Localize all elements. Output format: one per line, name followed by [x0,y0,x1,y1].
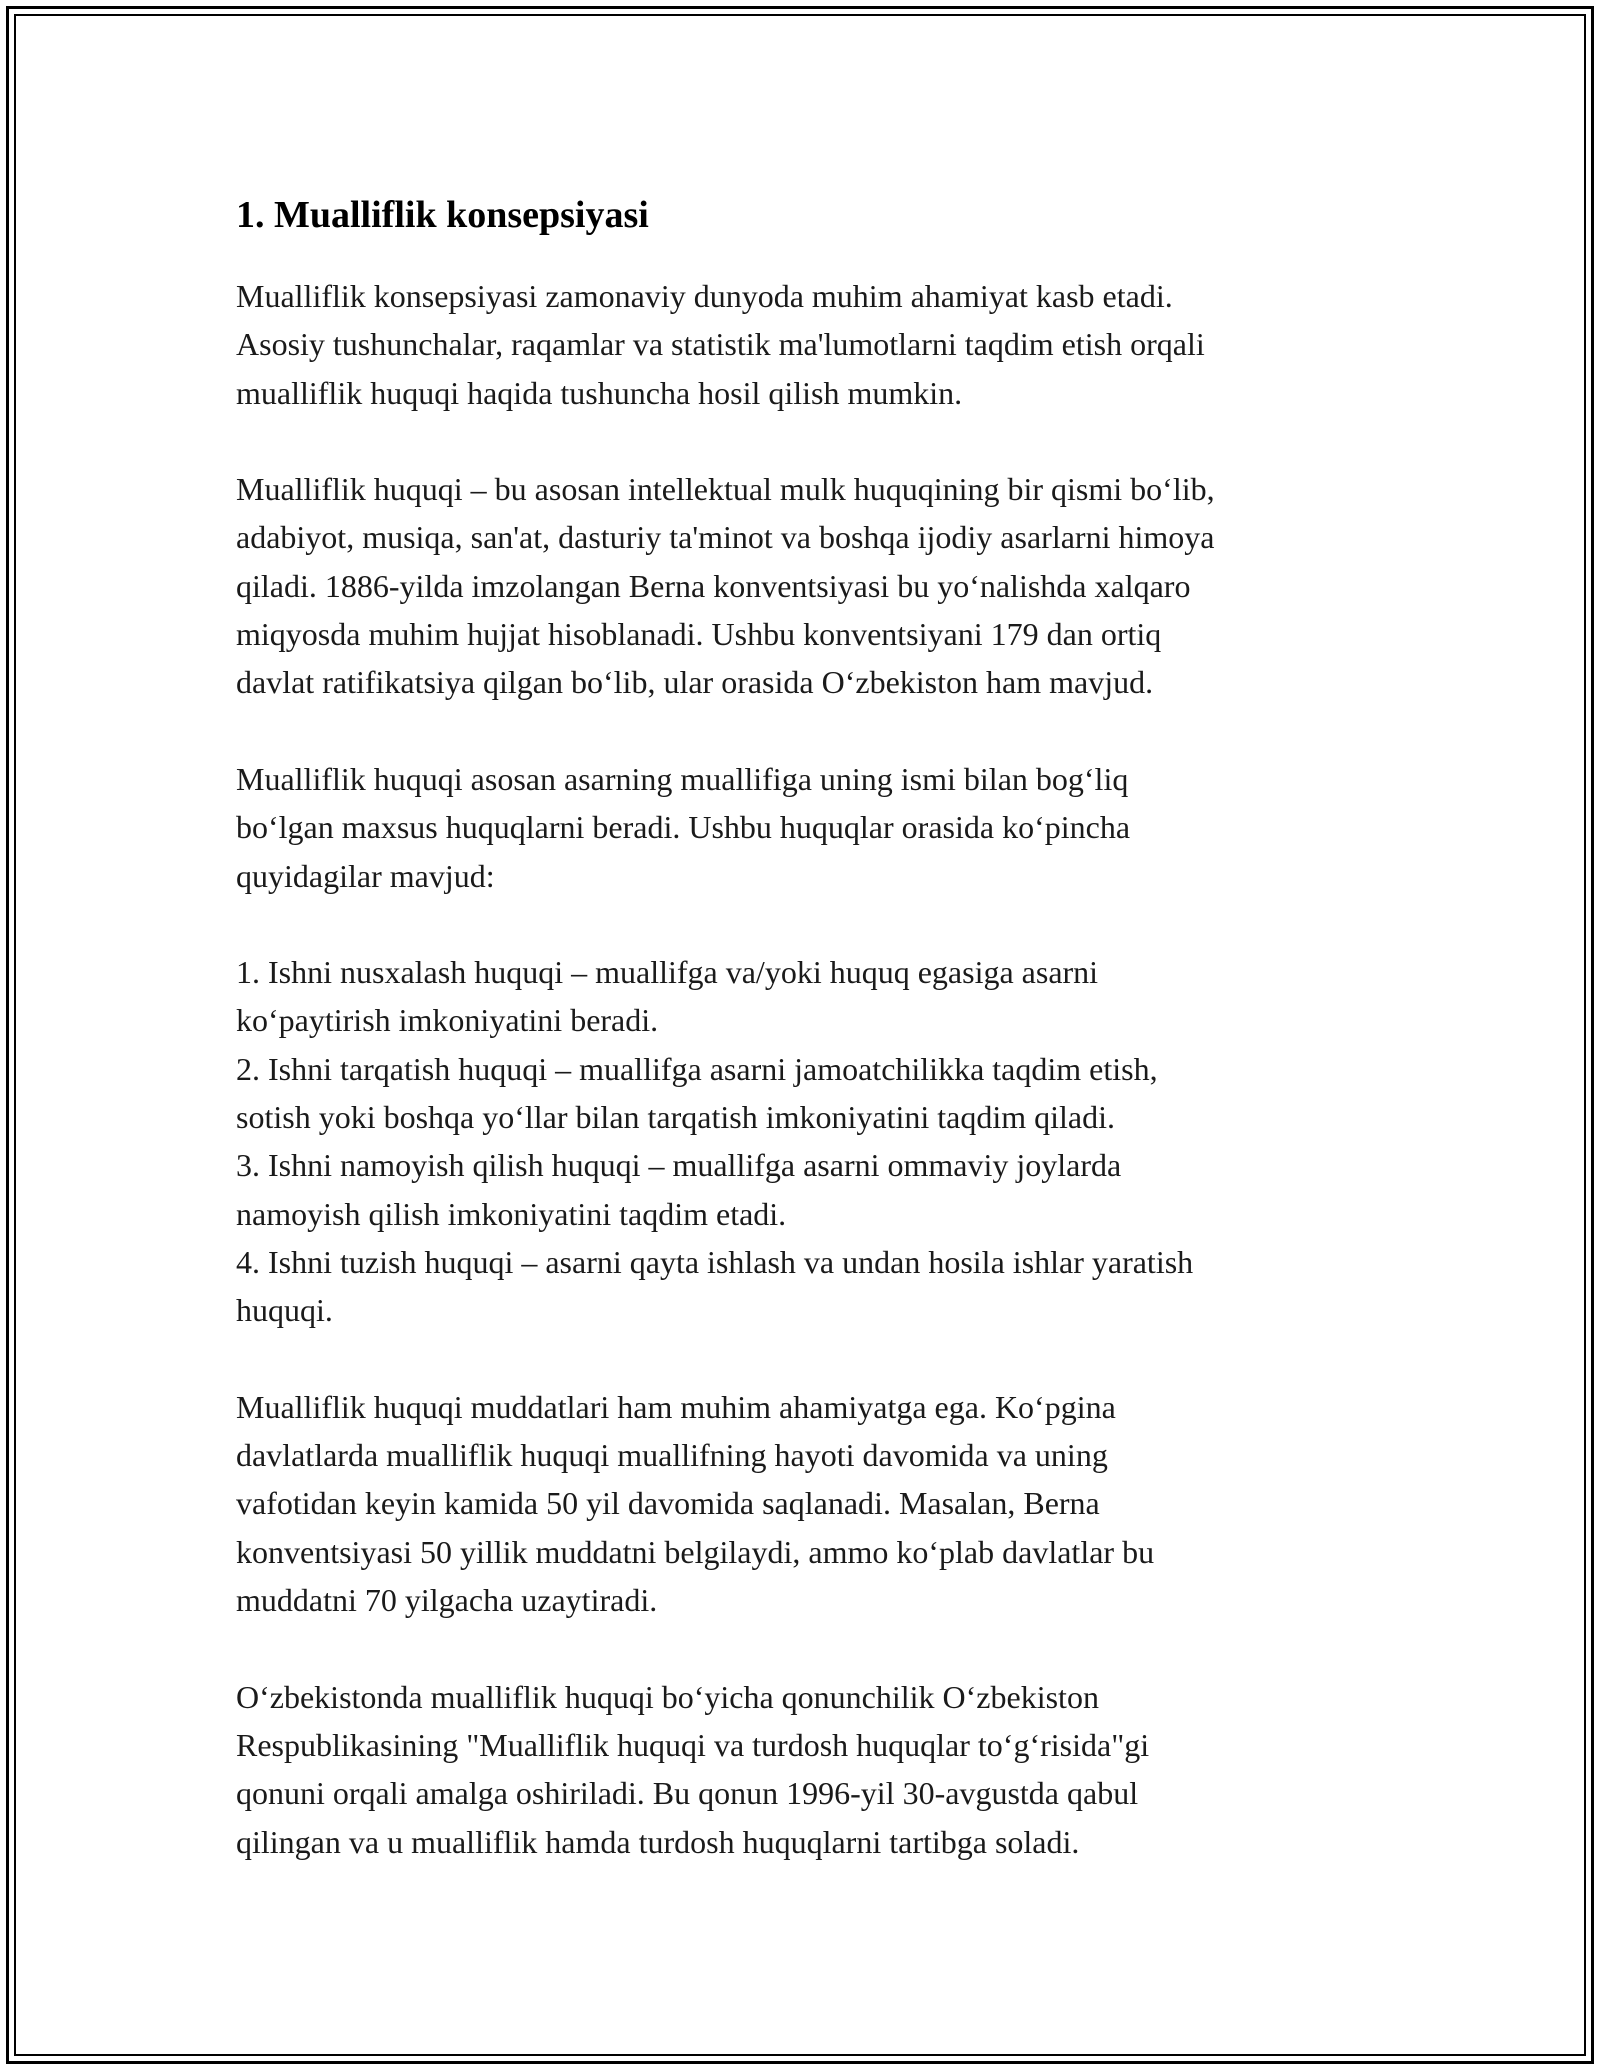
paragraph-duration [236,1383,1436,1624]
list-item: 4. Ishni tuzish huquqi – asarni qayta ishlash va undan hosila ishlar yaratish [236,1243,1194,1280]
text-line: Asosiy tushunchalar, raqamlar va statistik ma'lumotlarni taqdim etish orqali [236,326,1205,363]
text-line: bo‘lgan maxsus huquqlarni beradi. Ushbu huquqlar orasida ko‘pincha [236,809,1131,846]
paragraph-definition [236,465,1436,706]
text-line: Mualliflik huquqi – bu asosan intellektual mulk huquqining bir qismi bo‘lib, [236,471,1215,508]
list-item: ko‘paytirish imkoniyatini beradi. [236,1002,659,1039]
text-line: mualliflik huquqi haqida tushuncha hosil qilish mumkin. [236,374,963,411]
text-line: miqyosda muhim hujjat hisoblanadi. Ushbu konventsiyani 179 dan ortiq [236,616,1162,653]
list-item: 1. Ishni nusxalash huquqi – muallifga va/yoki huquq egasiga asarni [236,954,1099,991]
text-line: Respublikasining "Mualliflik huquqi va turdosh huquqlar to‘g‘risida"gi [236,1726,1150,1763]
text-line: davlatlarda mualliflik huquqi muallifning hayoti davomida va uning [236,1437,1108,1474]
list-item: namoyish qilish imkoniyatini taqdim etadi. [236,1195,787,1232]
rights-list [236,948,1436,1334]
list-item: huquqi. [236,1292,333,1329]
text-line: qonuni orqali amalga oshiriladi. Bu qonun 1996-yil 30-avgustda qabul [236,1775,1139,1812]
section-title: 1. Mualliflik konsepsiyasi [236,194,649,236]
paragraph-intro [236,272,1436,417]
list-item: 3. Ishni namoyish qilish huquqi – muallifga asarni ommaviy joylarda [236,1147,1122,1184]
text-line: qilingan va u mualliflik hamda turdosh huquqlarni tartibga soladi. [236,1823,1080,1860]
paragraph-rights-intro [236,755,1436,900]
text-line: vafotidan keyin kamida 50 yil davomida saqlanadi. Masalan, Berna [236,1485,1100,1522]
text-line: muddatni 70 yilgacha uzaytiradi. [236,1582,658,1619]
text-line: Mualliflik huquqi asosan asarning muallifiga uning ismi bilan bog‘liq [236,760,1129,797]
text-line: davlat ratifikatsiya qilgan bo‘lib, ular orasida O‘zbekiston ham mavjud. [236,664,1154,701]
text-line: O‘zbekistonda mualliflik huquqi bo‘yicha qonunchilik O‘zbekiston [236,1678,1099,1715]
text-line: Mualliflik konsepsiyasi zamonaviy dunyoda muhim ahamiyat kasb etadi. [236,278,1173,314]
document-body [236,186,1436,1914]
text-line: Mualliflik huquqi muddatlari ham muhim ahamiyatga ega. Ko‘pgina [236,1388,1116,1425]
text-line: adabiyot, musiqa, san'at, dasturiy ta'minot va boshqa ijodiy asarlarni himoya [236,519,1215,556]
list-item: sotish yoki boshqa yo‘llar bilan tarqatish imkoniyatini taqdim qiladi. [236,1099,1115,1136]
text-line: qiladi. 1886-yilda imzolangan Berna konventsiyasi bu yo‘nalishda xalqaro [236,567,1191,604]
text-line: quyidagilar mavjud: [236,857,495,894]
list-item: 2. Ishni tarqatish huquqi – muallifga asarni jamoatchilikka taqdim etish, [236,1050,1158,1087]
paragraph-uzbekistan-law [236,1673,1436,1866]
text-line: konventsiyasi 50 yillik muddatni belgilaydi, ammo ko‘plab davlatlar bu [236,1533,1155,1570]
